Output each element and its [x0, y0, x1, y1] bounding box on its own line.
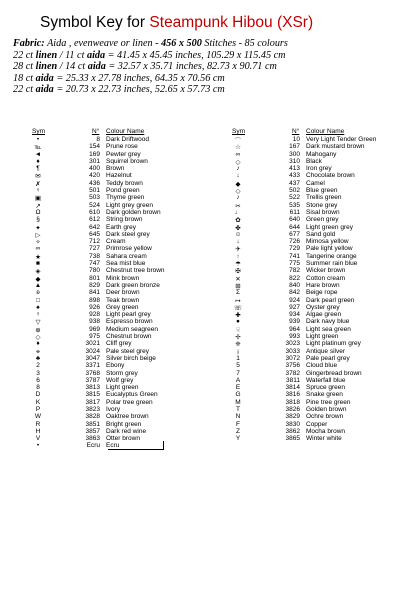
symbol-glyph: N	[235, 413, 241, 421]
thread-number: 3782	[285, 369, 300, 377]
thread-number: 300	[289, 150, 300, 158]
colour-name: Very Light Tender Green	[306, 136, 377, 143]
colour-name: Primrose yellow	[106, 245, 152, 253]
colour-name: Green grey	[306, 216, 339, 224]
symbol-glyph: ✉	[35, 173, 41, 181]
symbol-glyph: ✿	[235, 217, 241, 225]
colour-name: Gingerbread brown	[306, 369, 362, 377]
colour-name: Ecru	[106, 442, 120, 450]
symbol-glyph: ↓	[236, 238, 240, 246]
thread-number: 642	[89, 223, 100, 231]
thread-number: 927	[289, 303, 300, 311]
thread-number: 3024	[85, 347, 100, 355]
symbol-glyph: §	[36, 216, 40, 224]
thread-number: 3371	[85, 362, 100, 370]
colour-name: Chestnut brown	[106, 333, 152, 341]
fabric-info	[13, 38, 288, 96]
colour-name: Oaktree brown	[106, 413, 149, 421]
thread-number: 782	[289, 267, 300, 275]
colour-name: Light green grey	[306, 223, 353, 231]
symbol-glyph: •	[36, 442, 40, 450]
symbol-glyph: ♀	[35, 187, 41, 195]
symbol-glyph: A	[235, 376, 241, 384]
colour-name: Cloud blue	[306, 362, 338, 370]
thread-number: Ecru	[86, 442, 100, 450]
colour-name: Algae green	[306, 311, 342, 319]
thread-number: 741	[289, 252, 300, 260]
header-sym: Sym	[32, 128, 45, 135]
size-line: 22 ct linen / 11 ct aida = 41.45 x 45.45 inches, 105.29 x 115.45 cm	[13, 49, 286, 61]
symbol-glyph: ♀	[35, 311, 41, 319]
symbol-glyph: ◄	[34, 150, 42, 158]
colour-name: Beige rope	[306, 289, 338, 297]
symbol-glyph: ↦	[235, 297, 241, 305]
colour-name: Sea mist blue	[106, 260, 146, 268]
thread-number: 167	[289, 143, 300, 151]
thread-number: 301	[89, 157, 100, 165]
symbol-glyph: ↗	[35, 202, 41, 210]
colour-name: Pale pearl grey	[306, 354, 350, 362]
symbol-glyph: ▷	[35, 231, 41, 239]
thread-number: 3818	[285, 398, 300, 406]
thread-number: 939	[289, 318, 300, 326]
thread-number: 644	[289, 223, 300, 231]
thread-number: 3033	[285, 347, 300, 355]
fabric-text: Aida , evenweave or linen -	[44, 38, 162, 49]
colour-name: Cream	[106, 238, 126, 246]
symbol-glyph: H	[35, 427, 41, 435]
colour-name: Teddy brown	[106, 179, 143, 187]
thread-number: 841	[89, 289, 100, 297]
colour-name: Eucalyptus Green	[106, 391, 158, 399]
colour-name: Trellis green	[306, 194, 342, 202]
thread-number: 3826	[285, 405, 300, 413]
symbol-glyph: ✠	[235, 268, 241, 276]
symbol-glyph: □	[36, 296, 40, 304]
thread-number: 969	[89, 325, 100, 333]
colour-name: Storm grey	[106, 369, 138, 377]
colour-name: Teak brown	[106, 296, 140, 304]
colour-name: Mink brown	[106, 274, 140, 282]
symbol-glyph: ❈	[235, 341, 241, 349]
symbol-glyph: ⊞	[235, 282, 241, 290]
colour-name: Dark pearl green	[306, 296, 355, 304]
colour-name: Mahogany	[306, 150, 337, 158]
thread-number: 840	[289, 281, 300, 289]
colour-name: Chocolate brown	[306, 172, 355, 180]
symbol-glyph: ⌒	[234, 138, 242, 145]
thread-number: 3857	[85, 427, 100, 435]
colour-name: Bright green	[106, 420, 142, 428]
symbol-glyph: ✧	[35, 239, 41, 247]
thread-number: 640	[289, 216, 300, 224]
symbol-glyph: Ω	[35, 208, 41, 216]
thread-number: 645	[89, 230, 100, 238]
colour-name: Prune rose	[106, 143, 138, 151]
thread-number: 310	[289, 157, 300, 165]
colour-name: Otter brown	[106, 435, 140, 443]
colour-name: Sisal brown	[306, 208, 340, 216]
colour-name: Ivory	[106, 405, 121, 413]
table-end-rule-side	[163, 441, 164, 449]
symbol-glyph: ♩	[234, 208, 242, 216]
thread-number: 3768	[85, 369, 100, 377]
colour-name: Dark mustard brown	[306, 143, 365, 151]
thread-number: 8	[96, 136, 100, 143]
colour-name: Hare brown	[306, 281, 340, 289]
colour-name: Chestnut tree brown	[106, 267, 165, 275]
thread-number: 501	[89, 187, 100, 195]
thread-number: 3828	[85, 413, 100, 421]
symbol-glyph: 7	[236, 369, 240, 377]
symbol-glyph: ◆	[35, 275, 41, 283]
thread-number: 3023	[285, 340, 300, 348]
thread-number: 436	[89, 179, 100, 187]
thread-number: 747	[89, 260, 100, 268]
colour-name: Antique silver	[306, 347, 346, 355]
colour-name: Dark steel grey	[106, 230, 150, 238]
thread-number: 169	[89, 150, 100, 158]
header-num: N°	[92, 128, 100, 135]
symbol-glyph: 8	[36, 384, 40, 392]
thread-number: 780	[89, 267, 100, 275]
symbol-glyph: ¶	[36, 165, 40, 173]
colour-name: Blue green	[306, 187, 338, 195]
colour-name: Pale light yellow	[306, 245, 353, 253]
symbol-glyph: T	[236, 405, 240, 413]
symbol-glyph: ✕	[235, 275, 241, 283]
colour-name: Silver birch beige	[106, 354, 156, 362]
thread-number: 822	[289, 274, 300, 282]
thread-number: 420	[89, 172, 100, 180]
size-line: 22 ct aida = 20.73 x 22.73 inches, 52.65 x 57.73 cm	[13, 84, 225, 96]
symbol-glyph: E	[235, 384, 241, 392]
symbol-glyph: V	[35, 435, 41, 443]
header-name: Colour Name	[306, 128, 345, 135]
symbol-glyph: ▽	[35, 319, 41, 327]
symbol-glyph: ⊕	[35, 326, 41, 334]
colour-name: Sahara cream	[106, 252, 147, 260]
symbol-glyph: Z	[236, 427, 240, 435]
thread-number: 3816	[285, 391, 300, 399]
thread-number: 524	[89, 201, 100, 209]
colour-name: Light green	[306, 333, 339, 341]
thread-number: 729	[289, 245, 300, 253]
colour-name: Cliff grey	[106, 340, 132, 348]
symbol-glyph: ʚ	[36, 289, 40, 297]
colour-name: Pewter grey	[106, 150, 141, 158]
colour-name: Black	[306, 157, 322, 165]
colour-name: Grey green	[106, 303, 139, 311]
thread-number: 437	[289, 179, 300, 187]
thread-number: 3863	[85, 435, 100, 443]
colour-name: Spruce green	[306, 384, 346, 392]
symbol-glyph: Σ	[235, 289, 241, 297]
colour-name: Espresso brown	[106, 318, 153, 326]
header-name: Colour Name	[106, 128, 145, 135]
symbol-glyph: ■	[36, 260, 40, 268]
symbol-glyph: ★	[35, 253, 41, 261]
thread-number: 503	[89, 194, 100, 202]
symbol-glyph: ↓	[236, 172, 240, 180]
thread-number: 3787	[85, 376, 100, 384]
symbol-glyph: ✚	[235, 312, 241, 320]
colour-name: Golden brown	[306, 405, 347, 413]
colour-name: Hazelnut	[106, 172, 132, 180]
colour-name: Snake green	[306, 391, 343, 399]
thread-number: 3815	[85, 391, 100, 399]
symbol-glyph: ✢	[235, 334, 241, 342]
symbol-glyph: ▣	[34, 195, 42, 203]
thread-number: 154	[89, 143, 100, 151]
thread-number: 775	[289, 260, 300, 268]
symbol-glyph: ☺	[234, 230, 242, 238]
symbol-glyph: ✦	[35, 224, 41, 232]
colour-name: Dark Driftwood	[106, 136, 149, 143]
colour-name: Light pearl grey	[106, 311, 151, 319]
symbol-glyph: ✗	[35, 180, 41, 188]
colour-name: Mimosa yellow	[306, 238, 349, 246]
colour-name: Medium seagreen	[106, 325, 159, 333]
thread-number: 938	[89, 318, 100, 326]
thread-number: 924	[289, 296, 300, 304]
colour-name: Earth grey	[106, 223, 136, 231]
fabric-dims: 456 x 500	[161, 38, 202, 49]
symbol-glyph: K	[35, 398, 41, 406]
symbol-glyph: F	[236, 420, 240, 428]
symbol-glyph: 3	[36, 369, 40, 377]
header-sym: Sym	[232, 128, 245, 135]
thread-number: 712	[89, 238, 100, 246]
thread-number: 612	[89, 216, 100, 224]
colour-name: Iron grey	[306, 165, 332, 173]
symbol-glyph: ∞	[35, 245, 41, 253]
thread-number: 3072	[285, 354, 300, 362]
colour-name: Stone grey	[306, 201, 338, 209]
thread-number: 727	[89, 245, 100, 253]
symbol-glyph: ◇	[35, 334, 41, 342]
colour-name: Wicker brown	[306, 267, 346, 275]
thread-number: 535	[289, 201, 300, 209]
thread-number: 3756	[285, 362, 300, 370]
pattern-name: Steampunk Hibou (XSr)	[149, 14, 314, 31]
colour-name: Pale steel grey	[106, 347, 149, 355]
thread-number: 801	[89, 274, 100, 282]
symbol-glyph: ⅰ	[237, 348, 239, 356]
thread-number: 502	[289, 187, 300, 195]
symbol-glyph: ☏	[233, 304, 243, 312]
colour-name: Light platinum grey	[306, 340, 361, 348]
fabric-line	[13, 38, 288, 50]
colour-name: Thyme green	[106, 194, 145, 202]
thread-number: 522	[289, 194, 300, 202]
colour-name: Wolf grey	[106, 376, 134, 384]
size-line: 18 ct aida = 25.33 x 27.78 inches, 64.35 x 70.56 cm	[13, 72, 225, 84]
thread-number: 964	[289, 325, 300, 333]
thread-number: 975	[89, 333, 100, 341]
colour-name: Tangerine orange	[306, 252, 357, 260]
thread-number: 413	[289, 165, 300, 173]
symbol-glyph: •	[36, 136, 40, 143]
colour-name: Dark green bronze	[106, 281, 160, 289]
thread-number: 3021	[85, 340, 100, 348]
colour-name: Winter white	[306, 435, 342, 443]
symbol-glyph: ↑	[236, 252, 240, 260]
symbol-glyph: ∞	[235, 150, 241, 158]
symbol-glyph: 1	[236, 354, 240, 362]
symbol-glyph: G	[235, 391, 241, 399]
colour-name: Camel	[306, 179, 325, 187]
thread-number: 610	[89, 208, 100, 216]
thread-number: 842	[289, 289, 300, 297]
colour-name: Oyster grey	[306, 303, 340, 311]
thread-number: 926	[89, 303, 100, 311]
symbol-glyph: ◈	[35, 268, 41, 276]
symbol-glyph: ♪	[236, 165, 240, 173]
colour-name: Waterfall blue	[306, 376, 346, 384]
symbol-glyph: R	[35, 420, 41, 428]
thread-number: 3047	[85, 354, 100, 362]
colour-name: Pine tree green	[306, 398, 351, 406]
thread-number: 993	[289, 333, 300, 341]
size-line: 28 ct linen / 14 ct aida = 32.57 x 35.71 inches, 82.73 x 90.71 cm	[13, 61, 277, 73]
colour-name: Cotton cream	[306, 274, 346, 282]
thread-number: 10	[292, 136, 300, 143]
colour-name: Dark navy blue	[306, 318, 350, 326]
colour-name: Dark red wine	[106, 427, 147, 435]
thread-number: 3829	[285, 413, 300, 421]
colour-name: String brown	[106, 216, 143, 224]
thread-number: 3817	[85, 398, 100, 406]
colour-name: Ebony	[106, 362, 125, 370]
symbol-glyph: P	[35, 405, 41, 413]
thread-number: 898	[89, 296, 100, 304]
symbol-glyph: Y	[235, 435, 241, 443]
symbol-glyph: D	[35, 391, 41, 399]
colour-name: Light sea green	[306, 325, 351, 333]
symbol-glyph: ♠	[36, 303, 40, 311]
thread-number: 433	[289, 172, 300, 180]
symbol-glyph: 6	[36, 376, 40, 384]
thread-number: 3811	[286, 376, 300, 384]
symbol-glyph: ℡	[34, 144, 42, 152]
symbol-glyph: ✈	[235, 246, 241, 254]
thread-number: 829	[89, 281, 100, 289]
symbol-glyph: ☟	[236, 326, 240, 334]
colour-name: Pond green	[106, 187, 140, 195]
colour-name: Light grey green	[106, 201, 153, 209]
thread-number: 400	[89, 165, 100, 173]
symbol-glyph: M	[235, 398, 241, 406]
colour-name: Summer rain blue	[306, 260, 358, 268]
colour-name: Mocha brown	[306, 427, 346, 435]
symbol-glyph: ◇	[235, 158, 241, 166]
table-end-rule	[108, 449, 164, 450]
colour-name: Dark golden brown	[106, 208, 161, 216]
symbol-glyph: ♣	[35, 354, 41, 362]
symbol-glyph: ♦	[36, 157, 40, 165]
symbol-glyph: W	[34, 413, 42, 421]
thread-number: 677	[289, 230, 300, 238]
fabric-rest: Stitches - 85 colours	[201, 38, 288, 49]
thread-number: 611	[289, 208, 300, 216]
colour-name: Brown	[106, 165, 125, 173]
symbol-glyph: 2	[36, 362, 40, 370]
symbol-glyph: ◆	[235, 180, 241, 188]
symbol-glyph: ◇	[235, 188, 241, 196]
colour-name: Ochre brown	[306, 413, 344, 421]
page-title	[40, 14, 313, 32]
colour-name: Squirrel brown	[106, 157, 148, 165]
symbol-glyph: ☆	[235, 144, 241, 152]
thread-number: 3830	[285, 420, 300, 428]
symbol-glyph: ✂	[235, 202, 241, 210]
thread-number: 3814	[285, 384, 300, 392]
colour-name: Polar tree green	[106, 398, 153, 406]
colour-name: Deer brown	[106, 289, 140, 297]
thread-number: 3813	[85, 384, 100, 392]
fabric-label: Fabric:	[13, 38, 45, 49]
thread-number: 3865	[285, 435, 300, 443]
title-prefix: Symbol Key for	[40, 14, 146, 31]
symbol-glyph: ✤	[235, 224, 241, 232]
symbol-glyph: ♪	[236, 194, 240, 202]
thread-number: 934	[289, 311, 300, 319]
thread-number: 726	[289, 238, 300, 246]
thread-number: 3851	[85, 420, 100, 428]
symbol-glyph: ●	[236, 318, 240, 326]
colour-name: Sand gold	[306, 230, 336, 238]
colour-name: Copper	[306, 420, 328, 428]
thread-number: 3823	[85, 405, 100, 413]
symbol-glyph: ♦	[36, 340, 40, 348]
thread-number: 3862	[285, 427, 300, 435]
symbol-glyph: ⚭	[35, 348, 41, 356]
thread-number: 738	[89, 252, 100, 260]
thread-number: 928	[89, 311, 100, 319]
symbol-glyph: ☂	[235, 261, 241, 269]
symbol-glyph: 5	[236, 362, 240, 370]
symbol-glyph: ▲	[34, 281, 42, 289]
header-num: N°	[292, 128, 300, 135]
colour-name: Light green	[106, 384, 139, 392]
